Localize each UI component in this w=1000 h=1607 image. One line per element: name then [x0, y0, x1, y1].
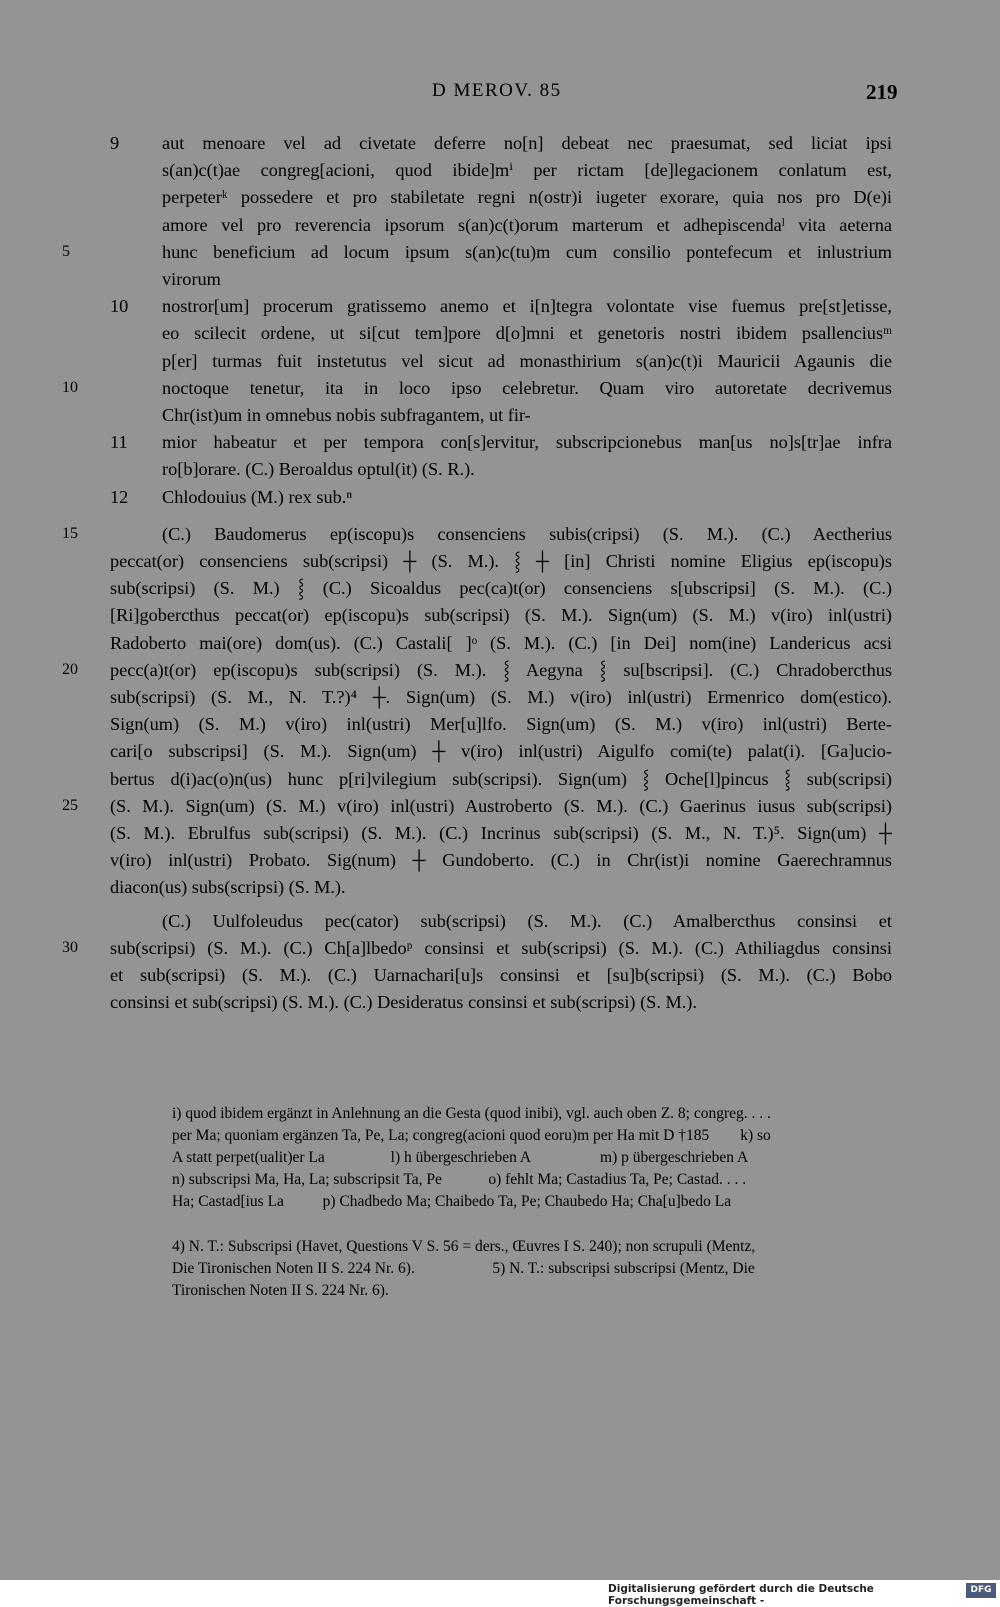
text-line	[0, 847, 1000, 873]
section-number: 11	[110, 432, 128, 453]
line-number: 10	[62, 378, 78, 396]
line-number: 30	[62, 938, 78, 956]
running-head: D MEROV. 85	[432, 80, 562, 101]
line-text: mior habeatur et per tempora con[s]ervitur, subscripcionebus man[us no]s[tr]ae infra	[162, 432, 892, 453]
text-line	[0, 908, 1000, 934]
line-text: bertus d(i)ac(o)n(us) hunc p[ri]vilegium sub(scripsi). Sign(um) ⸾ Oche[l]pincus ⸾ sub(scripsi)	[110, 768, 892, 789]
line-text: p[er] turmas fuit instetutus vel sicut ad monasthirium s(an)c(t)i Mauricii Agaunis die	[162, 350, 892, 371]
line-text: diacon(us) subs(scripsi) (S. M.).	[110, 877, 346, 898]
footnote-line	[0, 1191, 1000, 1213]
text-line	[0, 320, 1000, 346]
text-line	[0, 548, 1000, 574]
line-text: Sign(um) (S. M.) v(iro) inl(ustri) Mer[u]lfo. Sign(um) (S. M.) v(iro) inl(ustri) Berte-	[110, 714, 892, 735]
footnote-line	[0, 1147, 1000, 1169]
text-line	[0, 239, 1000, 265]
text-line	[0, 521, 1000, 547]
footnote-text: Die Tironischen Noten II S. 224 Nr. 6). 5) N. T.: subscripsi subscripsi (Mentz, Die	[172, 1260, 755, 1277]
line-text: v(iro) inl(ustri) Probato. Sig(num) ┼ Gundoberto. (C.) in Chr(ist)i nomine Gaerechramnus	[110, 850, 892, 871]
footnote-text: A statt perpet(ualit)er La l) h übergeschrieben A m) p übergeschrieben A	[172, 1149, 749, 1166]
line-text: (S. M.). Sign(um) (S. M.) v(iro) inl(ustri) Austroberto (S. M.). (C.) Gaerinus iusus sub(scripsi)	[110, 795, 892, 816]
line-text: perpeterᵏ possedere et pro stabiletate regni n(ostr)i iugeter exorare, quia nos pro D(e)i	[162, 187, 892, 208]
section-number: 12	[110, 486, 129, 507]
text-line	[0, 935, 1000, 961]
text-line	[0, 293, 1000, 319]
text-line	[0, 989, 1000, 1015]
line-text: amore vel pro reverencia ipsorum s(an)c(t)orum marterum et adhepiscendaˡ vita aeterna	[162, 214, 892, 235]
text-line	[0, 130, 1000, 156]
text-line	[0, 375, 1000, 401]
section-number: 9	[110, 133, 120, 153]
footnote-text: Ha; Castad[ius La p) Chadbedo Ma; Chaibedo Ta, Pe; Chaubedo Ha; Cha[u]bedo La	[172, 1193, 732, 1210]
dfg-logo: DFG	[966, 1583, 996, 1598]
line-text: (S. M.). Ebrulfus sub(scripsi) (S. M.). (C.) Incrinus sub(scripsi) (S. M., N. T.)⁵. Sign(um) ┼	[110, 823, 892, 843]
text-line	[0, 212, 1000, 238]
footnote-line	[0, 1258, 1000, 1280]
text-line	[0, 657, 1000, 683]
text-line	[0, 820, 1000, 846]
footnote-line	[0, 1169, 1000, 1191]
footnote-text: 4) N. T.: Subscripsi (Havet, Questions V S. 56 = ders., Œuvres I S. 240); non scrupuli (Mentz,	[172, 1238, 756, 1255]
footnote-line	[0, 1280, 1000, 1302]
footnote-text: per Ma; quoniam ergänzen Ta, Pe, La; congreg(acioni quod eoru)m per Ha mit D †185 k) so	[172, 1127, 771, 1144]
text-line	[0, 793, 1000, 819]
line-text: pecc(a)t(or) ep(iscopu)s sub(scripsi) (S. M.). ⸾ Aegyna ⸾ su[bscripsi]. (C.) Chradobercthus	[110, 659, 892, 680]
line-number: 15	[62, 524, 78, 542]
text-line	[0, 456, 1000, 482]
text-line	[0, 266, 1000, 292]
line-text: Radoberto mai(ore) dom(us). (C.) Castali[ ]ᵒ (S. M.). (C.) [in Dei] nom(ine) Landericus acsi	[110, 632, 892, 653]
line-text: aut menoare vel ad civetate deferre no[n] debeat nec praesumat, sed liciat ipsi	[162, 133, 892, 153]
line-text: eo scilecit ordene, ut si[cut tem]pore d[o]mni et genetoris nostri ibidem psallenciusᵐ	[162, 323, 892, 344]
line-text: peccat(or) consenciens sub(scripsi) ┼ (S. M.). ⸾ ┼ [in] Christi nomine Eligius ep(iscopu)s	[110, 551, 892, 571]
line-text: (C.) Baudomerus ep(iscopu)s consenciens subis(cripsi) (S. M.). (C.) Aectherius	[162, 523, 892, 544]
line-text: et sub(scripsi) (S. M.). (C.) Uarnachari[u]s consinsi et [su]b(scripsi) (S. M.). (C.) Bobo	[110, 965, 892, 985]
line-number: 5	[62, 242, 70, 260]
footnote-text: i) quod ibidem ergänzt in Anlehnung an die Gesta (quod inibi), vgl. auch oben Z. 8; congreg. . . .	[172, 1105, 771, 1122]
line-text: noctoque tenetur, ita in loco ipso celebretur. Quam viro autoretate decrivemus	[162, 377, 892, 398]
line-text: Chr(ist)um in omnebus nobis subfragantem, ut fir-	[162, 405, 531, 425]
line-text: s(an)c(t)ae congreg[acioni, quod ibide]mⁱ per rictam [de]legacionem conlatum est,	[162, 160, 892, 181]
text-line	[0, 684, 1000, 710]
line-text: sub(scripsi) (S. M.) ⸾ (C.) Sicoaldus pec(ca)t(or) consenciens s[ubscripsi] (S. M.). (C.)	[110, 578, 892, 599]
footnote-line	[0, 1236, 1000, 1258]
text-line	[0, 184, 1000, 210]
line-text: nostror[um] procerum gratissemo anemo et i[n]tegra volontate vise fuemus pre[st]etisse,	[162, 296, 892, 317]
funding-credit: Digitalisierung gefördert durch die Deutsche Forschungsgemeinschaft -	[608, 1583, 874, 1607]
footnote-line	[0, 1103, 1000, 1125]
footnote-text: n) subscripsi Ma, Ha, La; subscripsit Ta, Pe o) fehlt Ma; Castadius Ta, Pe; Castad. . . .	[172, 1171, 747, 1188]
footnote-line	[0, 1125, 1000, 1147]
page-number: 219	[866, 80, 898, 104]
line-text: consinsi et sub(scripsi) (S. M.). (C.) Desideratus consinsi et sub(scripsi) (S. M.).	[110, 992, 697, 1013]
line-number: 20	[62, 660, 78, 678]
line-text: sub(scripsi) (S. M., N. T.?)⁴ ┼. Sign(um) (S. M.) v(iro) inl(ustri) Ermenrico dom(estico).	[110, 687, 892, 707]
line-text: [Ri]gobercthus peccat(or) ep(iscopu)s sub(scripsi) (S. M.). Sign(um) (S. M.) v(iro) inl(ustri)	[110, 605, 892, 626]
line-text: ro[b]orare. (C.) Beroaldus optul(it) (S. R.).	[162, 459, 475, 480]
text-line	[0, 348, 1000, 374]
line-text: sub(scripsi) (S. M.). (C.) Ch[a]lbedoᵖ consinsi et sub(scripsi) (S. M.). (C.) Athiliagdus consinsi	[110, 937, 892, 958]
line-number: 25	[62, 796, 78, 814]
line-text: hunc beneficium ad locum ipsum s(an)c(tu)m cum consilio pontefecum et inlustrium	[162, 241, 892, 262]
text-line	[0, 575, 1000, 601]
footnote-text: Tironischen Noten II S. 224 Nr. 6).	[172, 1282, 389, 1299]
text-line	[0, 402, 1000, 428]
section-number: 10	[110, 296, 129, 317]
text-line	[0, 711, 1000, 737]
text-line	[0, 602, 1000, 628]
text-line	[0, 429, 1000, 455]
text-line	[0, 630, 1000, 656]
text-line	[0, 484, 1000, 510]
line-text: (C.) Uulfoleudus pec(cator) sub(scripsi) (S. M.). (C.) Amalbercthus consinsi et	[162, 910, 892, 931]
line-text: virorum	[162, 269, 221, 289]
text-line	[0, 766, 1000, 792]
line-text: cari[o subscripsi] (S. M.). Sign(um) ┼ v(iro) inl(ustri) Aigulfo comi(te) palat(i). [Ga]ucio-	[110, 741, 892, 762]
text-line	[0, 738, 1000, 764]
text-line	[0, 157, 1000, 183]
text-line	[0, 962, 1000, 988]
text-line	[0, 874, 1000, 900]
line-text: Chlodouius (M.) rex sub.ⁿ	[162, 486, 353, 507]
